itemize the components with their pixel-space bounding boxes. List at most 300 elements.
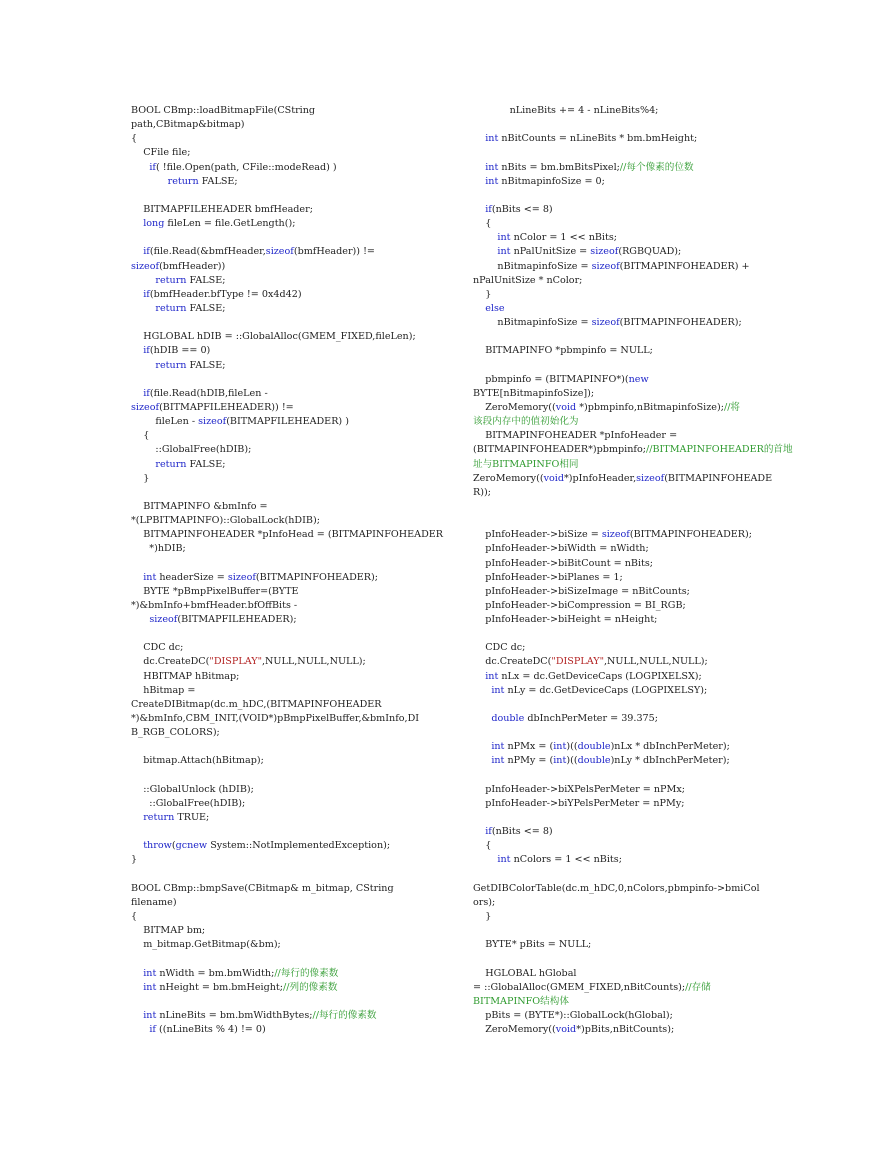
code-keyword: if [485,826,492,838]
code-text: *)&bmInfo,CBM_INIT,(VOID*)pBmpPixelBuffer,&bmInfo,DI [131,713,420,725]
code-text [131,246,143,257]
code-line [473,825,773,839]
code-line [473,472,773,486]
code-line [131,1023,431,1037]
code-line [473,514,773,528]
code-line [131,599,431,613]
code-line [131,203,431,217]
code-text: pInfoHeader->biPlanes = 1; [473,571,623,583]
code-line [131,175,431,189]
code-text: pInfoHeader->biCompression = BI_RGB; [473,599,686,611]
code-keyword: int [143,981,157,993]
code-keyword: sizeof [131,401,160,413]
code-keyword: sizeof [149,614,178,626]
code-line [473,910,773,924]
code-text [131,345,143,356]
code-text: ZeroMemory(( [473,472,544,484]
code-text: (nBits <= 8) [491,826,553,838]
code-text: fileLen = file.GetLength(); [164,218,296,230]
code-keyword: int [143,571,157,583]
code-line [131,585,431,599]
code-text: = ::GlobalAlloc(GMEM_FIXED,nBitCounts); [473,981,686,993]
code-line [473,924,773,938]
code-text: HGLOBAL hDIB = ::GlobalAlloc(GMEM_FIXED,fileLen); [131,331,416,343]
code-text: nWidth = bm.bmWidth; [156,967,275,979]
code-line [131,118,431,132]
code-line [131,486,431,500]
code-line [131,967,431,981]
code-text: headerSize = [156,571,228,583]
code-text: nPMx = ( [504,741,554,753]
code-text: System::NotImplementedException); [207,840,391,852]
code-text: TRUE; [174,812,210,824]
code-line [131,401,431,415]
code-line [131,712,431,726]
code-line [473,359,773,373]
code-line [131,938,431,952]
code-line [131,811,431,825]
code-text: FALSE; [186,302,226,314]
code-line [473,274,773,288]
code-comment: //每行的像素数 [312,1010,377,1021]
code-comment: BITMAPINFO结构体 [473,995,569,1007]
code-line [473,655,773,669]
code-text: nBitmapinfoSize = [473,317,592,329]
code-text [473,176,485,187]
code-text: (file.Read(&bmfHeader, [149,246,266,258]
code-line [131,557,431,571]
code-line [131,161,431,175]
code-line [473,641,773,655]
code-text: (bmfHeader)) [159,260,226,272]
code-text [131,968,143,979]
code-keyword: else [485,302,505,314]
code-line [473,415,773,429]
code-line [473,118,773,132]
code-line [131,896,431,910]
code-line [131,514,431,528]
code-text: BYTE *pBmpPixelBuffer=(BYTE [131,585,299,597]
code-text: pInfoHeader->biSizeImage = nBitCounts; [473,585,690,597]
code-text [473,162,485,173]
code-keyword: return [155,302,187,314]
code-text: )nLy * dbInchPerMeter); [610,755,730,767]
code-text [473,671,485,682]
code-line [131,260,431,274]
code-text [131,275,155,286]
code-keyword: int [485,161,499,173]
code-line [473,981,773,995]
code-text: pInfoHeader->biXPelsPerMeter = nPMx; [473,783,685,795]
code-line [473,458,773,472]
code-text: pInfoHeader->biBitCount = nBits; [473,557,654,569]
code-line [131,853,431,867]
code-line [473,811,773,825]
code-string: "DISPLAY" [551,656,604,668]
code-comment: 址与BITMAPINFO相同 [473,458,579,470]
code-line [473,938,773,952]
code-line [131,797,431,811]
code-line [131,995,431,1009]
code-text: pInfoHeader->biYPelsPerMeter = nPMy; [473,797,685,809]
code-text: BOOL CBmp::bmpSave(CBitmap& m_bitmap, CString [131,882,394,894]
code-keyword: return [155,274,187,286]
code-text [473,713,491,724]
code-comment: //将 [723,401,741,413]
code-text: { [473,840,492,852]
code-line [473,726,773,740]
code-text: GetDIBColorTable(dc.m_hDC,0,nColors,pbmpinfo->bmiCol [473,882,760,894]
code-line [131,825,431,839]
code-line [473,712,773,726]
code-text: (BITMAPFILEHEADER)) != [159,401,294,413]
code-line [131,458,431,472]
code-line [473,189,773,203]
code-text: (bmfHeader.bfType != 0x4d42) [149,288,302,300]
code-text: ZeroMemory(( [473,1024,556,1036]
code-text [473,755,491,766]
code-line [131,429,431,443]
code-line [131,415,431,429]
code-comment: //列的像素数 [283,981,338,993]
code-line [473,429,773,443]
code-column-left [131,104,444,1037]
code-keyword: int [553,741,567,753]
code-keyword: double [577,755,611,767]
code-line [473,769,773,783]
code-keyword: int [485,133,499,145]
code-text: ( [171,840,176,852]
code-text [473,133,485,144]
code-text: hBitmap = [131,684,196,696]
code-text [131,162,149,173]
code-text [473,826,485,837]
code-line [473,231,773,245]
code-text [131,218,143,229]
code-text: B_RGB_COLORS); [131,727,220,739]
code-line [131,330,431,344]
code-line [131,754,431,768]
code-line [473,443,793,457]
code-text: (RGBQUAD); [618,246,682,258]
code-keyword: int [491,741,505,753]
code-line [473,882,773,896]
code-text: (bmfHeader)) != [293,246,375,258]
code-text [473,685,491,696]
code-line [131,387,431,401]
code-keyword: double [491,713,525,725]
code-text [131,840,143,851]
code-text [131,303,155,314]
code-line [473,288,773,302]
code-keyword: sizeof [636,472,665,484]
code-text: { [131,911,138,923]
code-line [473,952,773,966]
code-line [473,853,773,867]
code-comment: //BITMAPINFOHEADER的首地 [645,444,793,456]
code-text: ::GlobalUnlock (hDIB); [131,783,254,795]
code-line [473,754,773,768]
code-text: nColors = 1 << nBits; [510,854,622,866]
code-line [131,726,431,740]
code-text: dc.CreateDC( [473,656,552,668]
code-text: pInfoHeader->biSize = [473,529,602,541]
code-line [473,896,773,910]
code-line [473,486,773,500]
code-text: (BITMAPINFOHEADE [664,472,773,484]
code-line [131,274,431,288]
code-comment: //每行的像素数 [274,967,339,979]
code-text: CFile file; [131,147,191,159]
code-line [131,882,431,896]
code-text [473,232,497,243]
code-text: pBits = (BYTE*)::GlobalLock(hGlobal); [473,1010,673,1021]
code-text: BITMAPINFOHEADER *pInfoHeader = [473,430,678,442]
code-line [473,146,773,160]
code-text: CDC dc; [473,642,526,654]
code-keyword: int [497,854,511,866]
code-line [473,684,773,698]
code-line [131,231,431,245]
code-text [473,303,485,314]
code-line [131,952,431,966]
code-line [473,161,773,175]
code-keyword: int [491,755,505,767]
code-text: { [131,133,138,145]
code-text: ( !file.Open(path, CFile::modeRead) ) [155,161,337,173]
code-text: *)pInfoHeader, [563,472,637,484]
code-text: (BITMAPFILEHEADER) ) [226,416,349,428]
code-text: HGLOBAL hGlobal [473,967,577,979]
code-text: FALSE; [186,359,226,371]
code-text [131,388,143,399]
code-text: BITMAP bm; [131,925,206,937]
code-text: HBITMAP hBitmap; [131,670,240,682]
code-line [473,132,773,146]
code-text [473,204,485,215]
code-keyword: sizeof [198,416,227,428]
code-keyword: new [628,373,649,385]
code-text: FALSE; [198,175,238,187]
code-line [131,344,431,358]
code-line [473,967,773,981]
code-keyword: return [155,458,187,470]
code-text: (BITMAPINFOHEADER*)pbmpinfo; [473,444,646,456]
code-keyword: double [577,741,611,753]
code-line [131,472,431,486]
code-keyword: if [143,345,150,357]
code-text: BOOL CBmp::loadBitmapFile(CString [131,105,316,116]
code-keyword: int [143,967,157,979]
code-line [131,132,431,146]
code-line [131,443,431,457]
code-text: } [473,911,492,923]
code-line [131,655,431,669]
code-line [473,599,773,613]
code-text: nLy = dc.GetDeviceCaps (LOGPIXELSY); [504,684,708,696]
code-line [131,839,431,853]
code-line [131,1009,431,1023]
code-text: m_bitmap.GetBitmap(&bm); [131,939,281,951]
code-text: nLineBits = bm.bmWidthBytes; [156,1010,313,1021]
code-text: bitmap.Attach(hBitmap); [131,755,264,767]
code-line [131,641,431,655]
code-keyword: if [143,246,150,258]
code-text: *(LPBITMAPINFO)::GlobalLock(hDIB); [131,515,320,527]
code-text: *)hDIB; [131,543,186,555]
code-text: nColor = 1 << nBits; [510,232,618,244]
code-line [473,245,773,259]
code-keyword: long [143,218,165,230]
code-keyword: sizeof [227,571,256,583]
code-keyword: void [543,472,564,484]
code-text: } [131,854,138,866]
code-line [131,217,431,231]
code-text: nPMy = ( [504,755,554,767]
code-line [473,373,773,387]
code-text: nBitCounts = nLineBits * bm.bmHeight; [498,133,698,145]
code-keyword: int [485,175,499,187]
code-text: nPalUnitSize = [510,246,591,258]
code-line [131,146,431,160]
code-text [473,854,497,865]
code-text: ,NULL,NULL,NULL); [603,656,708,668]
code-text: ((nLineBits % 4) != 0) [155,1024,266,1036]
code-line [131,373,431,387]
code-text: (file.Read(hDIB,fileLen - [149,387,268,399]
code-text: )nLx * dbInchPerMeter); [610,741,730,753]
code-line [473,698,773,712]
code-text: { [131,430,150,442]
code-line [473,868,773,882]
code-text: BYTE* pBits = NULL; [473,939,592,951]
code-line [473,995,773,1009]
code-line [473,387,773,401]
code-text: *)pBits,nBitCounts); [576,1024,675,1036]
code-column-right [473,104,793,1037]
code-keyword: if [143,288,150,300]
code-text: BITMAPINFOHEADER *pInfoHead = (BITMAPINFOHEADER [131,529,444,541]
code-line [473,740,773,754]
code-comment: //存储 [685,981,711,993]
code-text [131,812,143,823]
code-line [473,175,773,189]
code-keyword: sizeof [591,317,620,329]
code-line [473,1023,773,1037]
code-text [131,572,143,583]
code-text: ,NULL,NULL,NULL); [261,656,366,668]
code-line [473,528,773,542]
code-keyword: int [143,1010,157,1021]
code-text: path,CBitmap&bitmap) [131,119,245,131]
code-text: *)&bmInfo+bmfHeader.bfOffBits - [131,599,298,611]
code-text: nLx = dc.GetDeviceCaps (LOGPIXELSX); [498,670,702,682]
code-line [131,981,431,995]
code-text [131,614,149,625]
code-line [131,189,431,203]
code-keyword: sizeof [265,246,294,258]
code-text: )(( [566,755,578,767]
code-line [473,571,773,585]
code-text [131,1010,143,1021]
code-line [131,571,431,585]
code-line [473,557,773,571]
code-text: dc.CreateDC( [131,656,210,668]
code-text [131,176,168,187]
code-text: (BITMAPINFOHEADER) + [619,260,750,272]
code-line [473,613,773,627]
code-text: nBitmapinfoSize = [473,260,592,272]
code-text: nBits = bm.bmBitsPixel; [498,161,620,173]
code-line [473,839,773,853]
code-text: (BITMAPFILEHEADER); [177,614,297,626]
code-text [473,246,497,257]
code-text: } [131,472,150,484]
code-comment: //每个像素的位数 [619,161,694,173]
code-text: (nBits <= 8) [491,203,553,215]
code-text [131,1024,149,1035]
code-keyword: int [497,232,511,244]
code-line [473,585,773,599]
code-line [473,203,773,217]
code-text: (BITMAPINFOHEADER); [619,317,742,329]
code-keyword: int [497,246,511,258]
code-keyword: if [143,387,150,399]
code-text: BITMAPINFO *pbmpinfo = NULL; [473,345,653,357]
code-text: CDC dc; [131,642,184,654]
code-keyword: return [155,359,187,371]
code-text: filename) [131,896,177,908]
code-line [131,769,431,783]
code-string: "DISPLAY" [209,656,262,668]
code-text: fileLen - [131,416,199,428]
code-text: (BITMAPINFOHEADER); [255,571,379,583]
code-text: pInfoHeader->biWidth = nWidth; [473,543,649,555]
code-text: (BITMAPINFOHEADER); [629,529,752,541]
code-keyword: int [485,670,499,682]
code-text: nLineBits += 4 - nLineBits%4; [473,105,659,116]
code-line [473,401,773,415]
code-text [131,360,155,371]
code-text: ::GlobalFree(hDIB); [131,444,252,456]
code-line [473,302,773,316]
code-keyword: return [143,812,175,824]
code-text: )(( [566,741,578,753]
code-keyword: sizeof [591,260,620,272]
code-text: FALSE; [186,274,226,286]
code-text: BITMAPFILEHEADER bmfHeader; [131,203,313,215]
code-text [473,741,491,752]
code-text: nPalUnitSize * nColor; [473,274,583,286]
code-keyword: sizeof [131,260,160,272]
code-text: pInfoHeader->biHeight = nHeight; [473,614,658,626]
code-line [473,330,773,344]
code-line [131,868,431,882]
code-line [473,670,773,684]
code-text [131,982,143,993]
code-line [473,217,773,231]
code-line [131,104,431,118]
code-text: ::GlobalFree(hDIB); [131,797,246,809]
code-line [131,627,431,641]
code-line [131,316,431,330]
code-line [473,500,773,514]
code-line [473,344,773,358]
code-keyword: int [553,755,567,767]
code-line [473,783,773,797]
code-line [131,302,431,316]
code-text: nBitmapinfoSize = 0; [498,175,605,187]
